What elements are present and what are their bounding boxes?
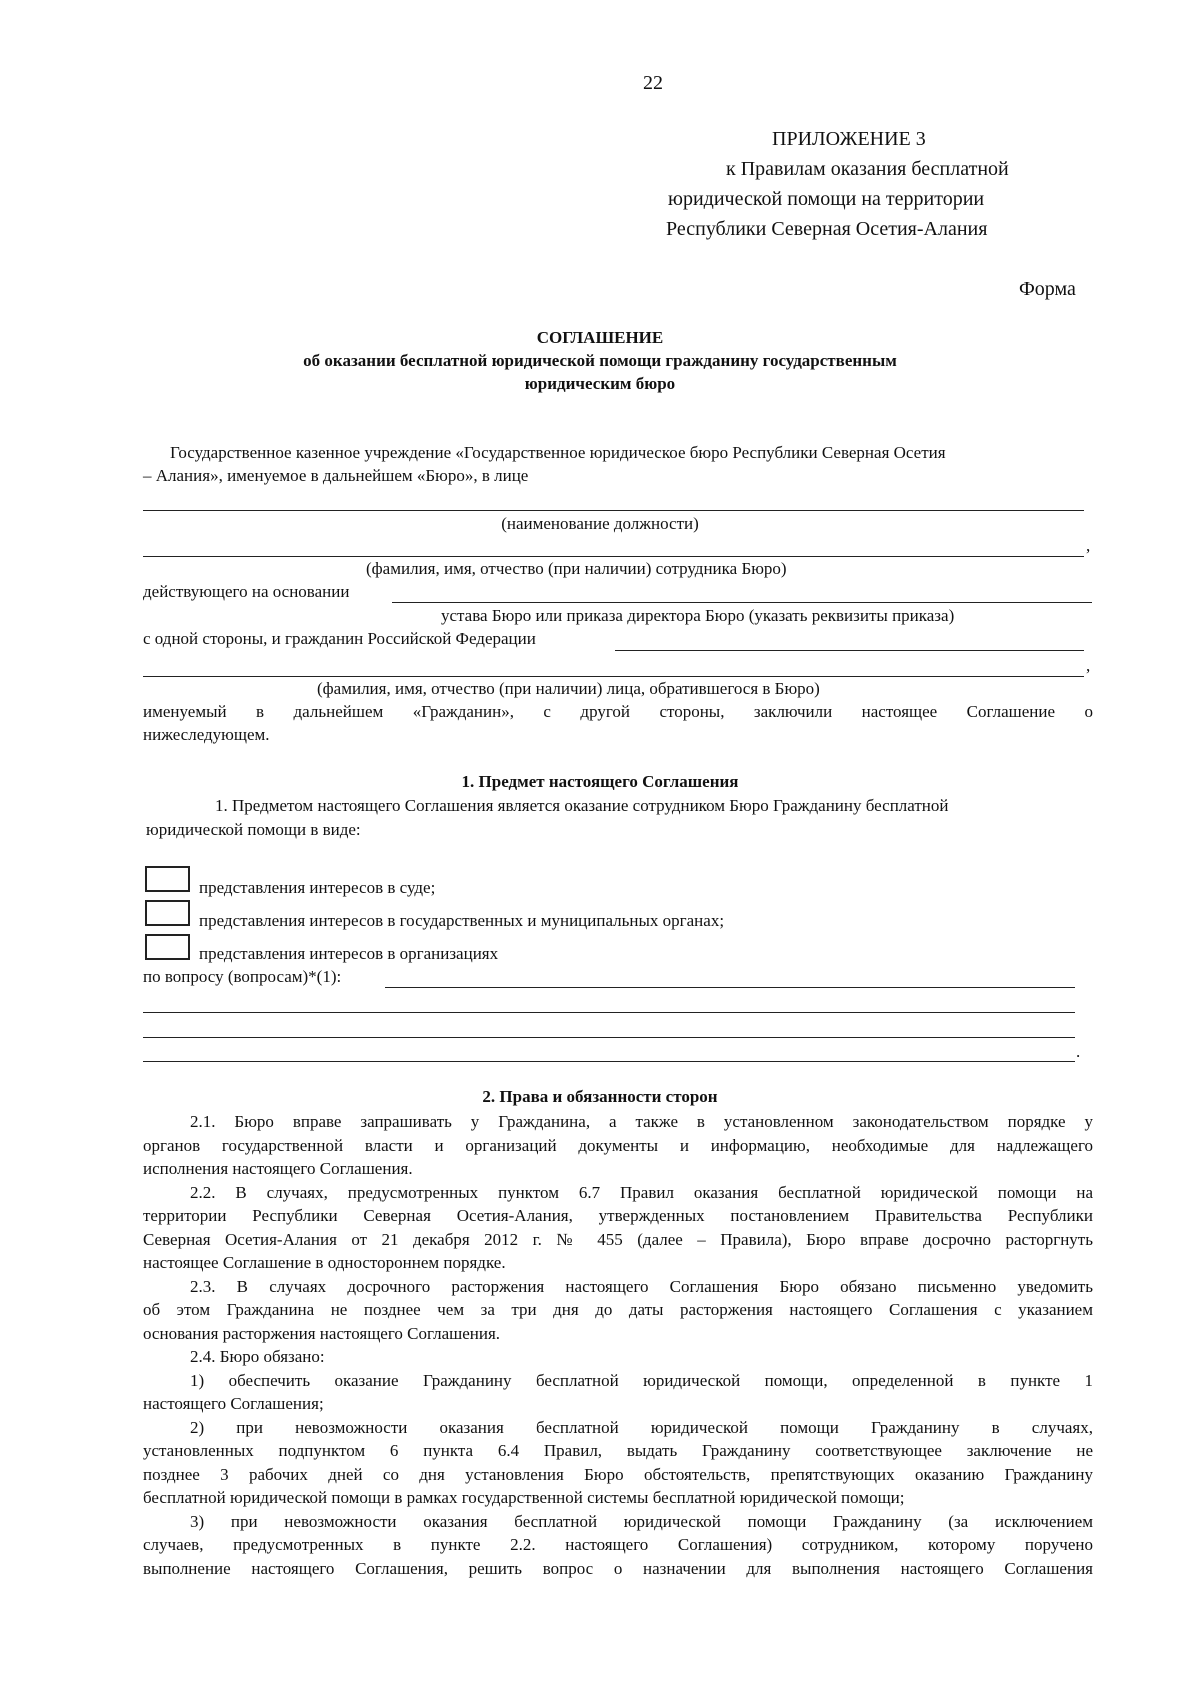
comma-1: ,	[1086, 536, 1091, 555]
paragraph-2-2-line-4: настоящее Соглашение в одностороннем порядке.	[143, 1253, 506, 1272]
paragraph-2-4-2-line-3: позднее 3 рабочих дней со дня установления Бюро обстоятельств, препятствующих оказанию Гражданину	[143, 1465, 1093, 1484]
paragraph-2-3-line-1: 2.3. В случаях досрочного расторжения настоящего Соглашения Бюро обязано письменно уведомить	[190, 1277, 1093, 1296]
comma-2: ,	[1086, 656, 1091, 675]
document-subtitle-line-2: юридическим бюро	[524, 374, 676, 393]
option-checkbox-gov-bodies[interactable]	[145, 900, 190, 926]
question-label: по вопросу (вопросам)*(1):	[143, 967, 342, 986]
intro-line-1: Государственное казенное учреждение «Государственное юридическое бюро Республики Северная Осетия	[170, 443, 946, 462]
employee-field-line	[143, 556, 1084, 557]
paragraph-2-4-3-line-3: выполнение настоящего Соглашения, решить вопрос о назначении для выполнения настоящего Соглашения	[143, 1559, 1093, 1578]
document-title: СОГЛАШЕНИЕ	[536, 328, 664, 347]
question-final-dot: .	[1076, 1042, 1081, 1061]
paragraph-2-1-line-3: исполнения настоящего Соглашения.	[143, 1159, 413, 1178]
section-1-heading: 1. Предмет настоящего Соглашения	[461, 772, 739, 791]
paragraph-2-4-1-line-2: настоящего Соглашения;	[143, 1394, 324, 1413]
paragraph-2-4-2-line-1: 2) при невозможности оказания бесплатной юридической помощи Гражданину в случаях,	[190, 1418, 1093, 1437]
appendix-title: ПРИЛОЖЕНИЕ 3	[772, 128, 926, 150]
closing-line-1: именуемый в дальнейшем «Гражданин», с другой стороны, заключили настоящее Соглашение о	[143, 702, 1093, 721]
option-checkbox-court[interactable]	[145, 866, 190, 892]
citizen-label: с одной стороны, и гражданин Российской Федерации	[143, 629, 536, 648]
position-field-line	[143, 510, 1084, 511]
section-1-paragraph-line-1: 1. Предметом настоящего Соглашения является оказание сотрудником Бюро Гражданину бесплатной	[215, 796, 949, 815]
citizen-field-line	[615, 650, 1084, 651]
question-field-line-3	[143, 1037, 1075, 1038]
option-label-gov-bodies: представления интересов в государственных и муниципальных органах;	[199, 911, 725, 930]
paragraph-2-2-line-1: 2.2. В случаях, предусмотренных пунктом 6.7 Правил оказания бесплатной юридической помощи на	[190, 1183, 1093, 1202]
appendix-line-1: к Правилам оказания бесплатной	[726, 158, 1009, 180]
paragraph-2-1-line-1: 2.1. Бюро вправе запрашивать у Гражданина, а также в установленном законодательством порядке у	[190, 1112, 1093, 1131]
paragraph-2-4: 2.4. Бюро обязано:	[190, 1347, 325, 1366]
intro-line-2: – Алания», именуемое в дальнейшем «Бюро», в лице	[143, 466, 529, 485]
question-field-line-4	[143, 1061, 1075, 1062]
paragraph-2-2-line-3: Северная Осетия-Алания от 21 декабря 2012 г. № 455 (далее – Правила), Бюро вправе досрочно расторгнуть	[143, 1230, 1093, 1249]
option-label-organizations: представления интересов в организациях	[199, 944, 499, 963]
document-subtitle-line-1: об оказании бесплатной юридической помощи гражданину государственным	[303, 351, 897, 370]
paragraph-2-3-line-2: об этом Гражданина не позднее чем за три дня до даты расторжения настоящего Соглашения с указанием	[143, 1300, 1093, 1319]
closing-line-2: нижеследующем.	[143, 725, 270, 744]
citizen-name-line	[143, 676, 1084, 677]
paragraph-2-4-3-line-2: случаев, предусмотренных в пункте 2.2. настоящего Соглашения) сотрудником, которому поручено	[143, 1535, 1093, 1554]
paragraph-2-4-3-line-1: 3) при невозможности оказания бесплатной юридической помощи Гражданину (за исключением	[190, 1512, 1093, 1531]
form-label: Форма	[1019, 278, 1076, 300]
employee-caption: (фамилия, имя, отчество (при наличии) сотрудника Бюро)	[366, 559, 787, 578]
paragraph-2-4-2-line-2: установленных подпунктом 6 пункта 6.4 Правил, выдать Гражданину соответствующее заключение не	[143, 1441, 1093, 1460]
page-number: 22	[643, 72, 663, 94]
paragraph-2-4-2-line-4: бесплатной юридической помощи в рамках государственной системы бесплатной юридической помощи;	[143, 1488, 905, 1507]
basis-field-line	[392, 602, 1092, 603]
paragraph-2-1-line-2: органов государственной власти и организаций документы и информацию, необходимые для надлежащего	[143, 1136, 1093, 1155]
section-2-heading: 2. Права и обязанности сторон	[482, 1087, 718, 1106]
basis-caption: устава Бюро или приказа директора Бюро (указать реквизиты приказа)	[441, 606, 955, 625]
section-1-paragraph-line-2: юридической помощи в виде:	[146, 820, 361, 839]
citizen-caption: (фамилия, имя, отчество (при наличии) лица, обратившегося в Бюро)	[317, 679, 820, 698]
paragraph-2-2-line-2: территории Республики Северная Осетия-Алания, утвержденных постановлением Правительства Республики	[143, 1206, 1093, 1225]
question-field-line-2	[143, 1012, 1075, 1013]
appendix-line-2: юридической помощи на территории	[668, 188, 985, 210]
position-caption: (наименование должности)	[501, 514, 699, 533]
appendix-line-3: Республики Северная Осетия-Алания	[666, 218, 988, 240]
paragraph-2-3-line-3: основания расторжения настоящего Соглашения.	[143, 1324, 501, 1343]
option-label-court: представления интересов в суде;	[199, 878, 436, 897]
option-checkbox-organizations[interactable]	[145, 934, 190, 960]
question-field-line-1	[385, 987, 1075, 988]
paragraph-2-4-1-line-1: 1) обеспечить оказание Гражданину бесплатной юридической помощи, определенной в пункте 1	[190, 1371, 1093, 1390]
basis-label: действующего на основании	[143, 582, 350, 601]
